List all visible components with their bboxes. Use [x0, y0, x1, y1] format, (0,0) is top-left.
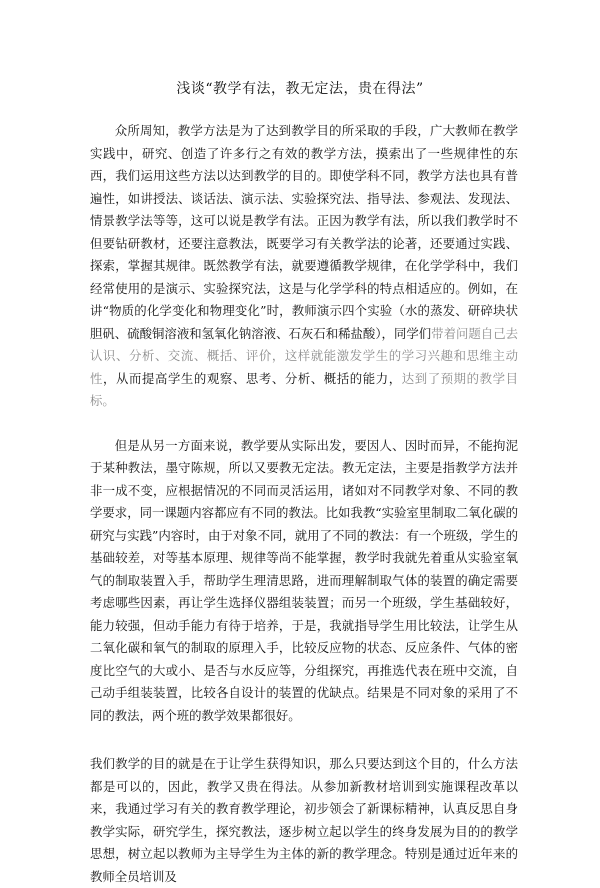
paragraph-1-text-continued: ，从而提高学生的观察、思考、分析、概括的能力，	[103, 370, 402, 386]
paragraph-2	[90, 435, 518, 728]
paragraph-1-text: 众所周知，教学方法是为了达到教学目的所采取的手段，广大教师在教学实践中，研究、创造了许多行之有效的教学方法，摸索出了一些规律性的东西，我们运用这些方法以达到教学的目的。即使学科不同，教学方法也具有普遍性，如讲授法、谈话法、演示法、实验探究法、指导法、参观法、发现法、情景教学法等等，这可以说是教学有法。正因为教学有法，所以我们教学时不但要钻研教材，还要注意教法，既要学习有关教学法的论著，还要通过实践、探索，掌握其规律。既然教学有法，就要遵循教学规律，在化学学科中，我们经常使用的是演示、实验探究法，这是与化学学科的特点相适应的。例如，在讲“物质的化学变化和物理变化”时，教师演示四个实验（水的蒸发、研碎块状胆矾、硫酸铜溶液和氢氧化钠溶液、石灰石和稀盐酸），同学们	[90, 123, 518, 341]
paragraph-1-faded-text: 带着问题自己去认识、分析、交流、概括、评价，这样就能激发学生的学习兴趣和思维主动性	[90, 325, 518, 386]
paragraph-3	[90, 753, 518, 888]
document-body	[90, 120, 518, 888]
document-title: 浅谈“教学有法，教无定法，贵在得法”	[176, 81, 424, 97]
paragraph-3-text: 我们教学的目的就是在于让学生获得知识，那么只要达到这个目的，什么方法都是可以的，因此，教学又贵在得法。从参加新教材培训到实施课程改革以来，我通过学习有关的教育教学理论，初步领会了新课标精神，认真反思自身教学实际，研究学生，探究教法，逐步树立起以学生的终身发展为目的的教学思想，树立起以教师为主导学生为主体的新的教学理念。特别是通过近年来的教师全员培训及	[90, 756, 518, 884]
paragraph-2-text: 但是从另一方面来说，教学要从实际出发，要因人、因时而异，不能拘泥于某种教法，墨守陈规，所以又要教无定法。教无定法，主要是指教学方法并非一成不变，应根据情况的不同而灵活运用，诸如对不同教学对象、不同的教学要求，同一课题内容都应有不同的教法。比如我教“实验室里制取二氧化碳的研究与实践”内容时，由于对象不同，就用了不同的教法：有一个班级，学生的基础较差，对等基本原理、规律等尚不能掌握，教学时我就先着重从实验室氧气的制取装置入手，帮助学生理清思路，进而理解制取气体的装置的确定需要考虑哪些因素，再让学生选择仪器组装装置；而另一个班级，学生基础较好，能力较强，但动手能力有待于培养，于是，我就指导学生用比较法，让学生从二氧化碳和氧气的制取的原理入手，比较反应物的状态、反应条件、气体的密度比空气的大或小、是否与水反应等，分组探究，再推选代表在班中交流，自己动手组装装置，比较各自设计的装置的优缺点。结果是不同对象的采用了不同的教法，两个班的教学效果都很好。	[90, 437, 518, 723]
paragraph-1	[90, 120, 518, 413]
paragraph-1-faded-ending: 达到了预期的教学目标。	[90, 370, 519, 408]
